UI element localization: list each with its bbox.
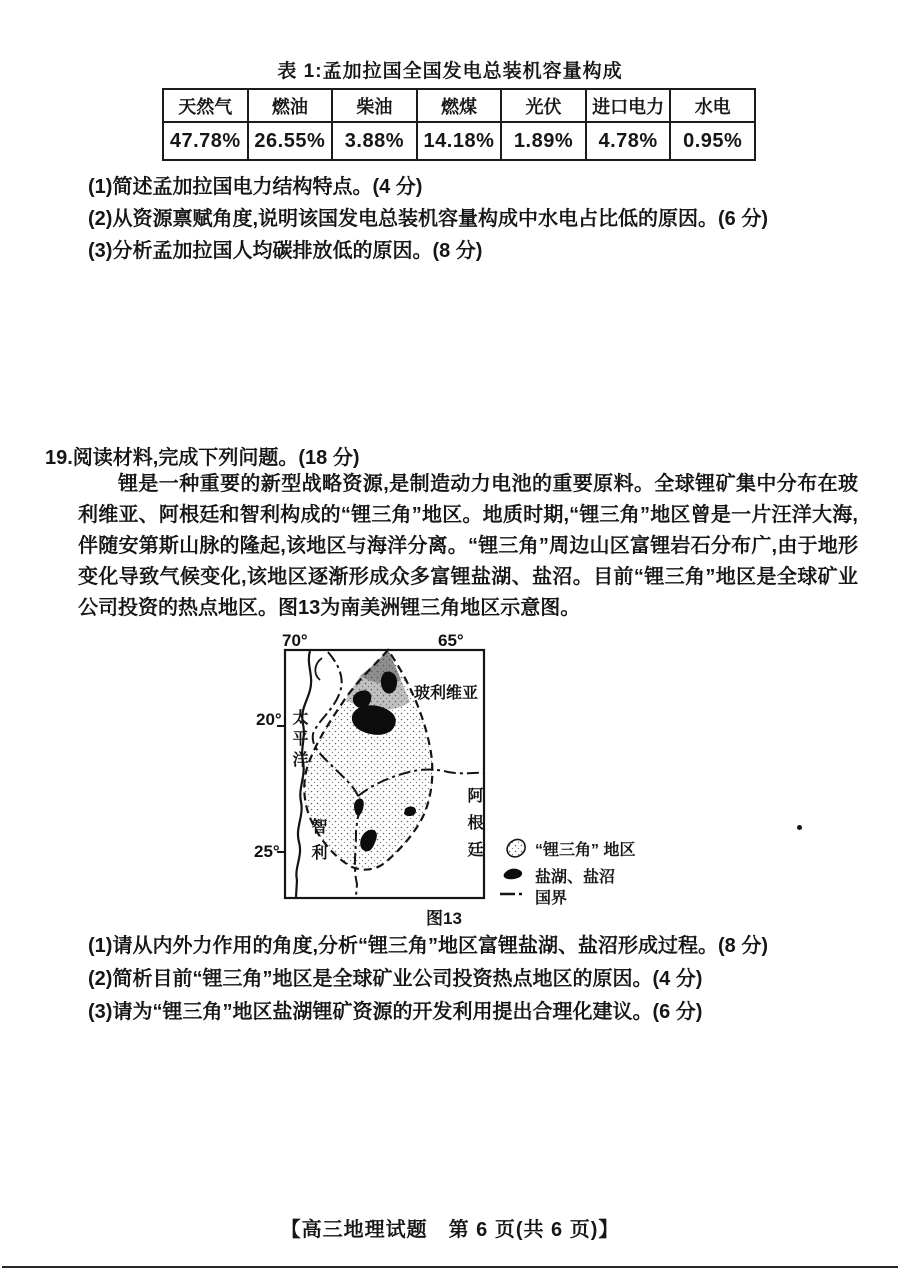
table1-title: 表 1:孟加拉国全国发电总装机容量构成 bbox=[277, 61, 623, 82]
question-item: (1)请从内外力作用的角度,分析“锂三角”地区富锂盐湖、盐沼形成过程。(8 分) bbox=[88, 935, 768, 957]
col-header-gas: 天然气 bbox=[163, 89, 248, 122]
argentina-label: 阿根廷 bbox=[465, 787, 482, 868]
col-header-hydro: 水电 bbox=[670, 89, 755, 122]
lat-20-label: 20° bbox=[256, 710, 282, 729]
question18-items bbox=[88, 171, 878, 267]
scan-edge-line bbox=[2, 1266, 898, 1268]
col-header-diesel: 柴油 bbox=[332, 89, 417, 122]
cell-coal: 14.18% bbox=[417, 122, 502, 160]
table-value-row bbox=[163, 122, 755, 160]
lat-25-label: 25° bbox=[254, 842, 280, 861]
minor-curve bbox=[315, 658, 322, 680]
col-header-fuel-oil: 燃油 bbox=[248, 89, 333, 122]
question-item: (3)分析孟加拉国人均碳排放低的原因。(8 分) bbox=[88, 240, 483, 262]
chile-label: 智利 bbox=[309, 818, 326, 870]
table-header-row bbox=[163, 89, 755, 122]
cell-gas: 47.78% bbox=[163, 122, 248, 160]
pacific-ocean-label: 太平洋 bbox=[290, 709, 307, 772]
question-item: (3)请为“锂三角”地区盐湖锂矿资源的开发利用提出合理化建议。(6 分) bbox=[88, 1001, 703, 1023]
col-header-coal: 燃煤 bbox=[417, 89, 502, 122]
map-graphic bbox=[250, 622, 710, 924]
cell-pv: 1.89% bbox=[501, 122, 586, 160]
question-item: (2)从资源禀赋角度,说明该国发电总装机容量构成中水电占比低的原因。(6 分) bbox=[88, 208, 768, 230]
lon-70-label: 70° bbox=[282, 631, 308, 650]
lon-65-label: 65° bbox=[438, 631, 464, 650]
page-footer: 【高三地理试题 第 6 页(共 6 页)】 bbox=[280, 1219, 620, 1241]
stray-ink-dot bbox=[797, 825, 802, 830]
question-item: (2)简析目前“锂三角”地区是全球矿业公司投资热点地区的原因。(4 分) bbox=[88, 968, 703, 990]
cell-fuel-oil: 26.55% bbox=[248, 122, 333, 160]
cell-hydro: 0.95% bbox=[670, 122, 755, 160]
question19-heading: 19.阅读材料,完成下列问题。(18 分) bbox=[45, 447, 360, 469]
question-item: (1)简述孟加拉国电力结构特点。(4 分) bbox=[88, 176, 423, 198]
bolivia-label: 玻利维亚 bbox=[414, 685, 479, 702]
col-header-pv: 光伏 bbox=[501, 89, 586, 122]
cell-imported: 4.78% bbox=[586, 122, 671, 160]
legend-lithium-triangle-label: “锂三角” 地区 bbox=[535, 842, 636, 859]
col-header-imported: 进口电力 bbox=[586, 89, 671, 122]
legend-border-label: 国界 bbox=[535, 890, 568, 907]
figure13-map bbox=[250, 622, 710, 928]
question19-items bbox=[88, 930, 878, 1029]
legend bbox=[500, 839, 526, 894]
capacity-table bbox=[162, 88, 756, 161]
figure13-caption: 图13 bbox=[426, 909, 462, 928]
legend-salt-lake-icon bbox=[504, 869, 523, 880]
question19-material-paragraph: 锂是一种重要的新型战略资源,是制造动力电池的重要原料。全球锂矿集中分布在玻利维亚、阿根廷和智利构成的“锂三角”地区。地质时期,“锂三角”地区曾是一片汪洋大海,伴随安第斯山脉的隆起,该地区与海洋分离。“锂三角”周边山区富锂岩石分布广,由于地形变化导致气候变化,该地区逐渐形成众多富锂盐湖、盐沼。目前“锂三角”地区是全球矿业公司投资的热点地区。图13为南美洲锂三角地区示意图。 bbox=[78, 473, 858, 619]
cell-diesel: 3.88% bbox=[332, 122, 417, 160]
legend-salt-lake-label: 盐湖、盐沼 bbox=[535, 869, 616, 886]
